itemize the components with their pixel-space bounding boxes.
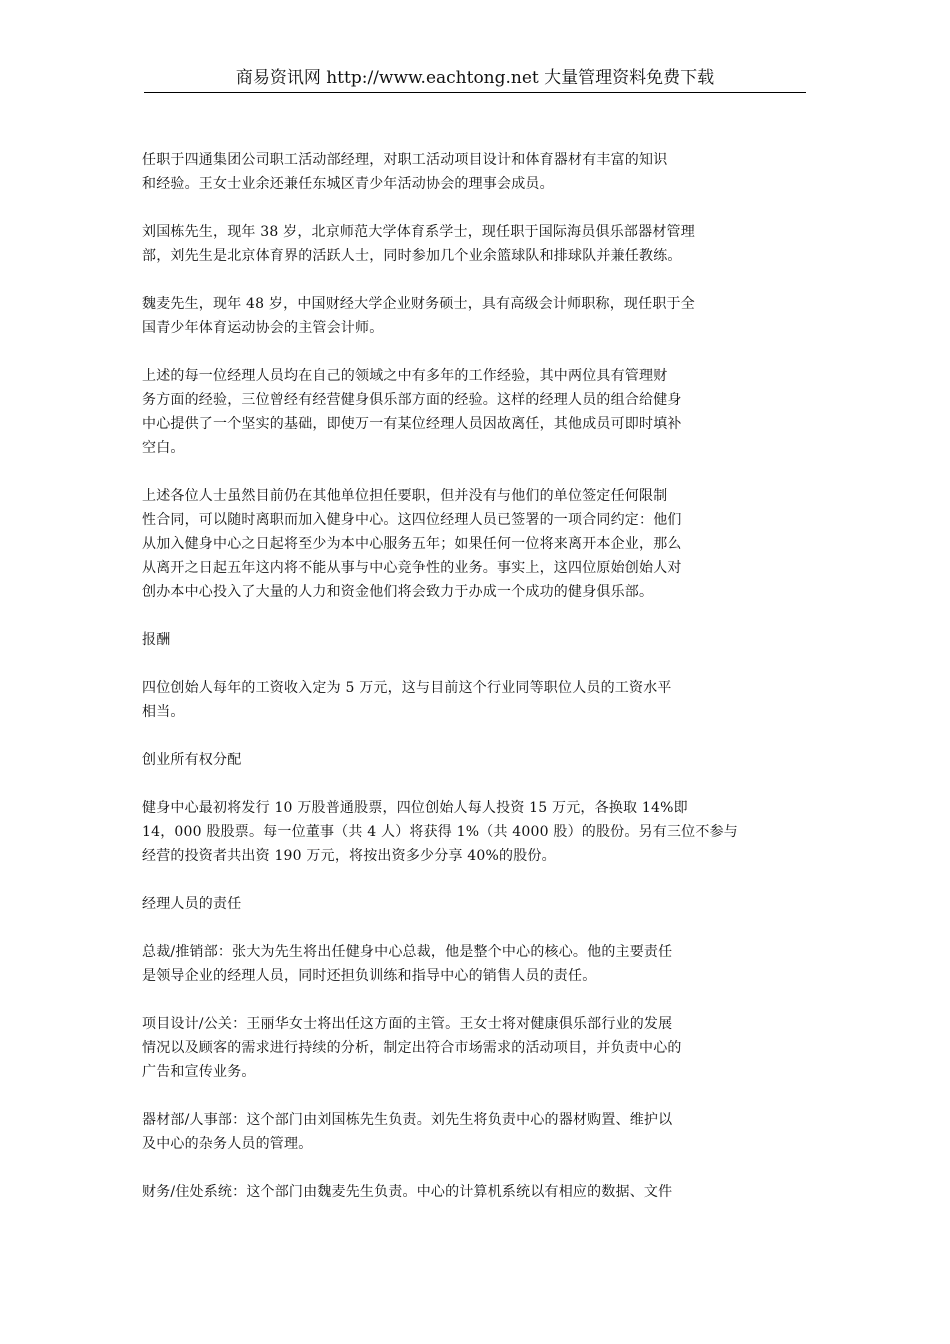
header-text: 商易资讯网 http://www.eachtong.net 大量管理资料免费下载 — [235, 68, 715, 88]
section-heading-responsibilities: 经理人员的责任 — [142, 896, 242, 912]
paragraph-president-sales: 总裁/推销部：张大为先生将出任健身中心总裁，他是整个中心的核心。他的主要责任 是领导企业的经理人员，同时还担负训练和指导中心的销售人员的责任。 — [142, 944, 673, 984]
section-heading-compensation: 报酬 — [142, 632, 171, 648]
paragraph-ownership: 健身中心最初将发行 10 万股普通股票，四位创始人每人投资 15 万元，各换取 14%即 14，000 股股票。每一位董事（共 4 人）将获得 1%（共 4000 股）的股份。另有三位不参与 经营的投资者共出资 190 万元，将按出资多少分享 40%的股份。 — [142, 800, 738, 864]
paragraph-liu-profile: 刘国栋先生，现年 38 岁，北京师范大学体育系学士，现任职于国际海员俱乐部器材管理 部，刘先生是北京体育界的活跃人士，同时参加几个业余篮球队和排球队并兼任教练。 — [142, 224, 695, 264]
section-heading-ownership: 创业所有权分配 — [142, 752, 242, 768]
document-body — [142, 148, 750, 1228]
paragraph-compensation: 四位创始人每年的工资收入定为 5 万元，这与目前这个行业同等职位人员的工资水平 相当。 — [142, 680, 672, 720]
paragraph-wei-profile: 魏麦先生，现年 48 岁，中国财经大学企业财务硕士，具有高级会计师职称，现任职于全 国青少年体育运动协会的主管会计师。 — [142, 296, 695, 336]
paragraph-program-pr: 项目设计/公关：王丽华女士将出任这方面的主管。王女士将对健康俱乐部行业的发展 情况以及顾客的需求进行持续的分析，制定出符合市场需求的活动项目，并负责中心的 广告和宣传业务。 — [142, 1016, 682, 1080]
page-header — [144, 66, 806, 93]
paragraph-finance-systems: 财务/住处系统：这个部门由魏麦先生负责。中心的计算机系统以有相应的数据、文件 — [142, 1184, 673, 1200]
paragraph-equipment-hr: 器材部/人事部：这个部门由刘国栋先生负责。刘先生将负责中心的器材购置、维护以 及中心的杂务人员的管理。 — [142, 1112, 673, 1152]
paragraph-wang-background: 任职于四通集团公司职工活动部经理，对职工活动项目设计和体育器材有丰富的知识 和经验。王女士业余还兼任东城区青少年活动协会的理事会成员。 — [142, 152, 668, 192]
paragraph-team-experience: 上述的每一位经理人员均在自己的领域之中有多年的工作经验，其中两位具有管理财 务方面的经验，三位曾经有经营健身俱乐部方面的经验。这样的经理人员的组合给健身 中心提供了一个坚实的基础，即使万一有某位经理人员因故离任，其他成员可即时填补 空白。 — [142, 368, 682, 456]
paragraph-contract-terms: 上述各位人士虽然目前仍在其他单位担任要职，但并没有与他们的单位签定任何限制 性合同，可以随时离职而加入健身中心。这四位经理人员已签署的一项合同约定：他们 从加入健身中心之日起将至少为本中心服务五年；如果任何一位将来离开本企业，那么 从离开之日起五年这内将不能从事与中心竞争性的业务。事实上，这四位原始创始人对 创办本中心投入了大量的人力和资金他们将会致力于办成一个成功的健身俱乐部。 — [142, 488, 682, 600]
